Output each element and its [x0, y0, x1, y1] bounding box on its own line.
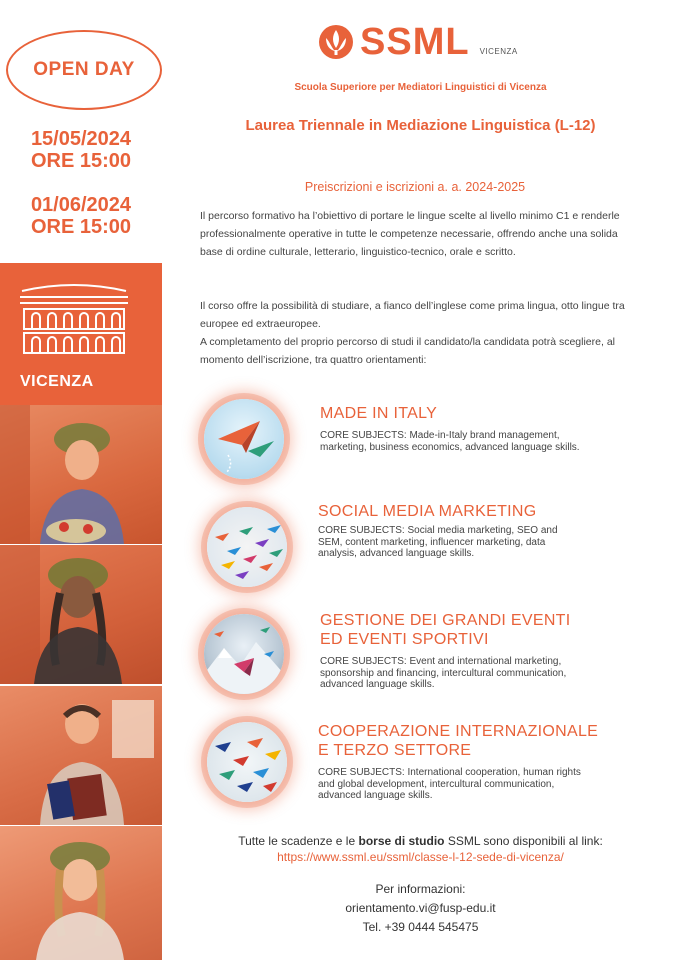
- orientation-3-title-line1: GESTIONE DEI GRANDI EVENTI: [320, 612, 571, 629]
- open-day-date-2: [0, 194, 162, 238]
- intro-paragraph-2b: A completamento del proprio percorso di studi il candidato/la candidata potrà scegliere, al momento dell’iscrizione, tra quattro orientamenti:: [200, 336, 615, 366]
- contact-email-link[interactable]: orientamento.vi@fusp-edu.it: [345, 901, 496, 915]
- orientation-4-description: CORE SUBJECTS: International cooperation, human rights and global development, intercultural communication, advanced language skills.: [318, 767, 581, 801]
- graduate-photo-3: [0, 686, 162, 825]
- orientation-3-title: [320, 611, 571, 649]
- graduate-photo-4: [0, 826, 162, 960]
- logo-city: VICENZA: [479, 46, 518, 56]
- footer-text-post: SSML sono disponibili al link:: [444, 834, 603, 848]
- logo-text: SSML: [360, 21, 470, 63]
- graduate-photo-1: [0, 405, 162, 544]
- paper-planes-image-4: [207, 722, 287, 802]
- orientation-4-title-line1: COOPERAZIONE INTERNAZIONALE: [318, 723, 599, 740]
- orientation-2-title: [318, 502, 537, 521]
- orientation-4-title: [318, 722, 598, 760]
- footer-url-link[interactable]: https://www.ssml.eu/ssml/classe-l-12-sede-di-vicenza/: [277, 850, 564, 864]
- contact-phone: Tel. +39 0444 545475: [362, 920, 479, 934]
- paper-planes-image-2: [207, 507, 287, 587]
- school-name: Scuola Superiore per Mediatori Linguistici di Vicenza: [294, 82, 547, 93]
- paper-planes-image-3: [204, 614, 284, 694]
- date-1-time: ORE 15:00: [30, 150, 132, 172]
- left-sidebar: [0, 0, 162, 960]
- enrollment-heading: Preiscrizioni e iscrizioni a. a. 2024-2025: [304, 180, 526, 194]
- orientation-3-description: CORE SUBJECTS: Event and international marketing, sponsorship and financing, intercultural communication, advanced language skills.: [320, 656, 567, 690]
- date-1-day: 15/05/2024: [30, 128, 132, 150]
- open-day-label: OPEN DAY: [33, 59, 135, 80]
- intro-paragraph-2: [200, 297, 640, 369]
- paper-planes-image-1: [204, 399, 284, 479]
- intro-paragraph-2a: Il corso offre la possibilità di studiare, a fianco dell’inglese come prima lingua, otto lingue tra europee ed extraeuropee.: [200, 300, 625, 330]
- open-day-date-1: [0, 128, 162, 172]
- contact-info: [162, 880, 679, 937]
- orientation-1-title: [320, 404, 437, 423]
- info-label: Per informazioni:: [375, 882, 466, 896]
- orientation-2-description: CORE SUBJECTS: Social media marketing, SEO and SEM, content marketing, influencer marketing, data analysis, advanced language skills.: [318, 525, 558, 559]
- date-2-day: 01/06/2024: [30, 194, 132, 216]
- open-day-badge: [6, 30, 162, 110]
- footer-deadlines: [162, 833, 679, 865]
- orientation-1-description: CORE SUBJECTS: Made-in-Italy brand management, marketing, business economics, advanced language skills.: [320, 430, 580, 453]
- ssml-logo: [318, 22, 518, 62]
- city-panel: [0, 263, 162, 405]
- footer-deadlines-text: [162, 833, 679, 849]
- graduate-photo-2: [0, 545, 162, 684]
- fleur-logo-icon: [318, 24, 354, 60]
- city-label: VICENZA: [20, 373, 94, 390]
- orientation-1-title-line1: MADE IN ITALY: [320, 405, 438, 422]
- orientation-4-title-line2: E TERZO SETTORE: [318, 742, 472, 759]
- date-2-time: ORE 15:00: [30, 216, 132, 238]
- intro-paragraph-1: Il percorso formativo ha l’obiettivo di portare le lingue scelte al livello minimo C1 e renderle professionalmente operative in tutte le competenze necessarie, offrendo anche una solida base di ordine culturale, letterario, linguistico-tecnico, orale e scritto.: [200, 210, 620, 258]
- footer-text-bold: borse di studio: [358, 834, 445, 848]
- orientation-3-title-line2: ED EVENTI SPORTIVI: [320, 631, 489, 648]
- degree-title: Laurea Triennale in Mediazione Linguistica (L-12): [245, 117, 596, 134]
- basilica-building-icon: [18, 277, 130, 357]
- orientation-2-title-line1: SOCIAL MEDIA MARKETING: [318, 503, 537, 520]
- footer-text-pre: Tutte le scadenze e le: [238, 834, 359, 848]
